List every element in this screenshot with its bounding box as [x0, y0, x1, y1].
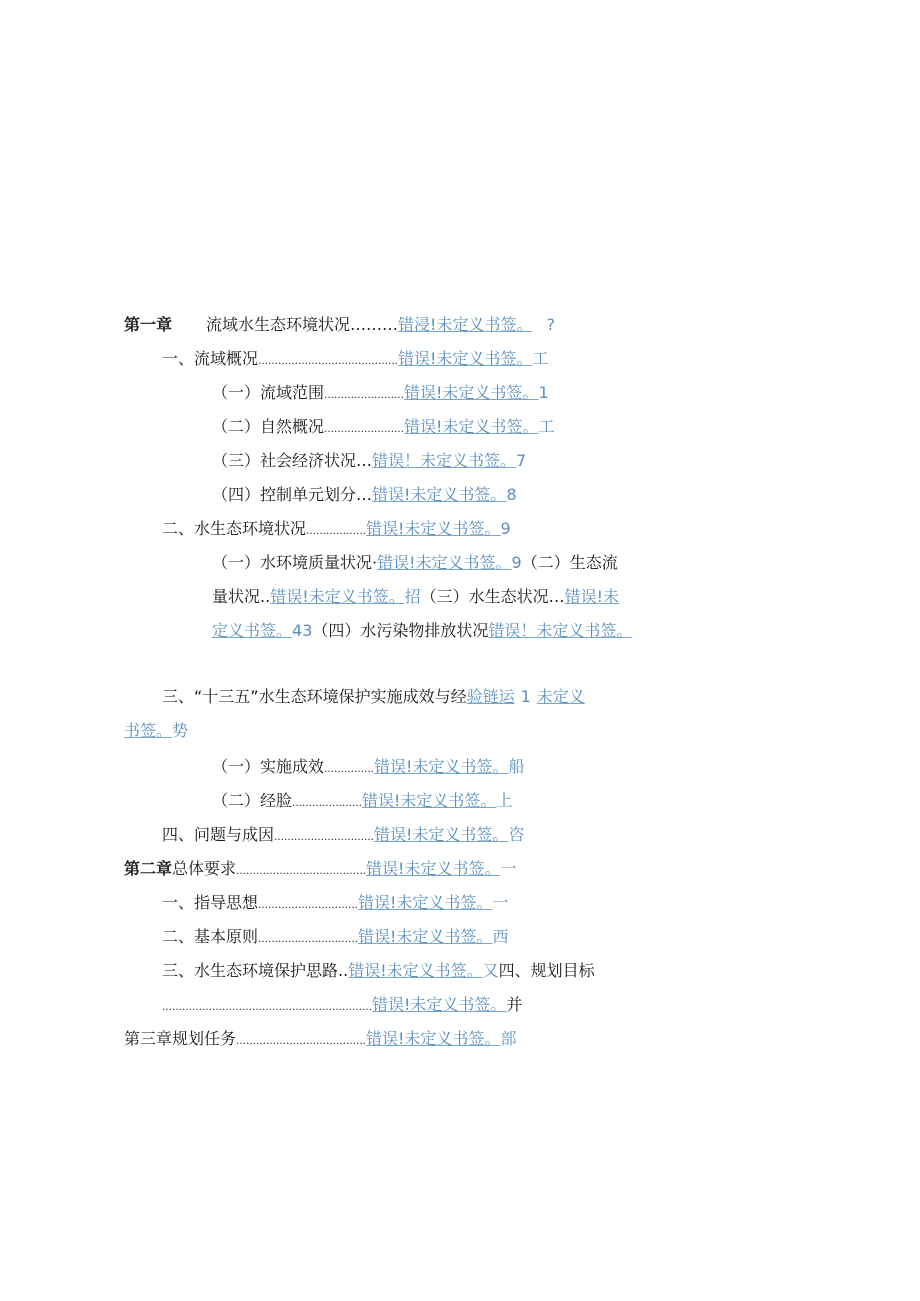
leader-dots: ……………………………………………………… — [162, 1002, 372, 1013]
toc-entry-section-1-3[interactable] — [212, 450, 526, 472]
bookmark-error-link[interactable]: 错误!未定义书签。 — [398, 349, 533, 368]
section-title: 二、基本原则 — [162, 927, 259, 946]
section-title: 四、问题与成因 — [162, 825, 275, 844]
toc-entry-section-1[interactable] — [162, 348, 548, 370]
page-number: 工 — [532, 349, 549, 368]
page-number: 7 — [516, 451, 527, 470]
subsection-title: （四）水污染物排放状况 — [312, 621, 489, 640]
subsection-title: （四）控制单元划分 — [212, 485, 357, 504]
page-number: 工 — [538, 417, 555, 436]
leader-dots: … — [548, 587, 565, 606]
leader-dots: ………………… — [292, 798, 363, 809]
section-title: 三、水生态环境保护思路 — [162, 961, 339, 980]
bookmark-error-link[interactable]: 书签。 — [124, 721, 173, 740]
bookmark-error-link[interactable]: 错误!未定义书签。 — [366, 1029, 501, 1048]
bookmark-error-link[interactable]: 验链运 — [466, 687, 515, 706]
toc-entry-section-1-1[interactable] — [212, 382, 549, 404]
page-number: 船 — [508, 757, 525, 776]
bookmark-error-link[interactable]: 未定义 — [536, 687, 585, 706]
toc-entry-section-3-2[interactable] — [212, 790, 512, 812]
bookmark-error-link[interactable]: 错误!未定义书签。 — [348, 961, 483, 980]
page-number: 又 — [482, 961, 499, 980]
toc-entry-section-3-1[interactable] — [212, 756, 524, 778]
bookmark-error-link[interactable]: 错误!未定义书签。 — [404, 417, 539, 436]
page-number: 上 — [496, 791, 513, 810]
leader-dots: ………………………… — [274, 832, 375, 843]
page-number: 招 — [404, 587, 421, 606]
subsection-title: （二）经脸 — [212, 791, 293, 810]
page-number: 一 — [492, 893, 509, 912]
bookmark-error-link[interactable]: 错误!未 — [564, 587, 620, 606]
bookmark-error-link[interactable]: 错误!未定义书签。 — [372, 485, 507, 504]
bookmark-error-link[interactable]: 错误!未定义书签。 — [377, 553, 512, 572]
toc-wrapped-line-1[interactable] — [212, 552, 618, 574]
page-number: 43 — [292, 621, 313, 640]
chapter-label: 第二章 — [124, 859, 173, 878]
section-title: 一、指导思想 — [162, 893, 259, 912]
leader-dots: … — [356, 485, 373, 504]
bookmark-error-link[interactable]: 定义书签。 — [212, 621, 293, 640]
leader-dots: ………………………… — [258, 900, 359, 911]
leader-dots: .. — [260, 587, 271, 606]
toc-entry-section-3[interactable] — [162, 686, 585, 708]
subsection-title: （二）生态流 — [521, 553, 618, 572]
bookmark-error-link[interactable]: 错误!未定义书签。 — [372, 995, 507, 1014]
toc-entry-c2-section-1[interactable] — [162, 892, 508, 914]
bookmark-error-link[interactable]: 错误!未定义书签。 — [270, 587, 405, 606]
toc-entry-c2-section-2[interactable] — [162, 926, 508, 948]
toc-entry-chapter-2[interactable] — [124, 858, 516, 880]
bookmark-error-link[interactable]: 错误!未定义书签。 — [366, 859, 501, 878]
leader-dots: …………………… — [324, 424, 405, 435]
leader-dots: …………………… — [324, 390, 405, 401]
subsection-title: （一）水环境质量状况 — [212, 553, 373, 572]
toc-entry-section-2[interactable] — [162, 518, 511, 540]
leader-dots: ………………………………… — [236, 866, 367, 877]
leader-dots: ………………………………… — [236, 1036, 367, 1047]
subsection-title-cont: 量状况 — [212, 587, 261, 606]
leader-dots: ……… — [350, 315, 399, 334]
page-number: 9 — [500, 519, 511, 538]
toc-entry-section-1-2[interactable] — [212, 416, 554, 438]
toc-entry-section-3-cont[interactable] — [124, 720, 188, 742]
subsection-title: （三）社会经济状况 — [212, 451, 357, 470]
leader-dots: …………… — [324, 764, 375, 775]
bookmark-error-link[interactable]: 错误!未定义书签。 — [362, 791, 497, 810]
bookmark-error-link[interactable]: 错误!未定义书签。 — [358, 927, 493, 946]
chapter-title: 总体要求 — [172, 859, 237, 878]
toc-entry-section-4[interactable] — [162, 824, 524, 846]
toc-entry-section-1-4[interactable] — [212, 484, 517, 506]
section-title: 三、“十三五”水生态环境保护实施成效与经 — [162, 687, 467, 706]
chapter-title: 流域水生态环境状况 — [206, 315, 351, 334]
toc-wrapped-line-3[interactable] — [212, 620, 632, 642]
toc-entry-c2-section-4[interactable] — [162, 994, 522, 1016]
page-number: 9 — [511, 553, 522, 572]
section-title: 四、规划目标 — [498, 961, 595, 980]
subsection-title: （一）实施成效 — [212, 757, 325, 776]
bookmark-error-link[interactable]: 错误!未定义书签。 — [366, 519, 501, 538]
leader-dots: ……………… — [306, 526, 367, 537]
section-title: 一、流域概况 — [162, 349, 259, 368]
page-number: 部 — [500, 1029, 517, 1048]
toc-entry-chapter-1[interactable] — [124, 314, 555, 336]
bookmark-error-link[interactable]: 错误！未定义书签。 — [372, 451, 517, 470]
page-number: 1 — [520, 687, 531, 706]
leader-dots: …………………………………… — [258, 356, 399, 367]
page-number: 并 — [506, 995, 523, 1014]
subsection-title: （二）自然概况 — [212, 417, 325, 436]
bookmark-error-link[interactable]: 错误!未定义书签。 — [374, 757, 509, 776]
page-number: 8 — [506, 485, 517, 504]
toc-wrapped-line-2[interactable] — [212, 586, 619, 608]
toc-entry-chapter-3[interactable] — [124, 1028, 516, 1050]
page-number: ? — [546, 315, 555, 334]
page-number: 1 — [538, 383, 549, 402]
bookmark-error-link[interactable]: 错误!未定义书签。 — [374, 825, 509, 844]
page-number: 西 — [492, 927, 509, 946]
page-number: 咨 — [508, 825, 525, 844]
page-number: 一 — [500, 859, 517, 878]
section-title: 二、水生态环境状况 — [162, 519, 307, 538]
bookmark-error-link[interactable]: 错误!未定义书签。 — [358, 893, 493, 912]
bookmark-error-link[interactable]: 错误!未定义书签。 — [404, 383, 539, 402]
subsection-title: （三）水生态状况 — [420, 587, 549, 606]
leader-dots: .. — [338, 961, 349, 980]
leader-dots: ………………………… — [258, 934, 359, 945]
toc-entry-c2-section-3[interactable] — [162, 960, 595, 982]
subsection-title: （一）流域范围 — [212, 383, 325, 402]
chapter-label: 第一章 — [124, 315, 173, 334]
leader-dots: … — [356, 451, 373, 470]
bookmark-error-link[interactable]: 错误！未定义书签。 — [488, 621, 633, 640]
page-number: 势 — [172, 721, 189, 740]
leader-dots: · — [372, 553, 378, 572]
bookmark-error-link[interactable]: 错浸!未定义书签。 — [398, 315, 533, 334]
chapter-title: 第三章规划任务 — [124, 1029, 237, 1048]
